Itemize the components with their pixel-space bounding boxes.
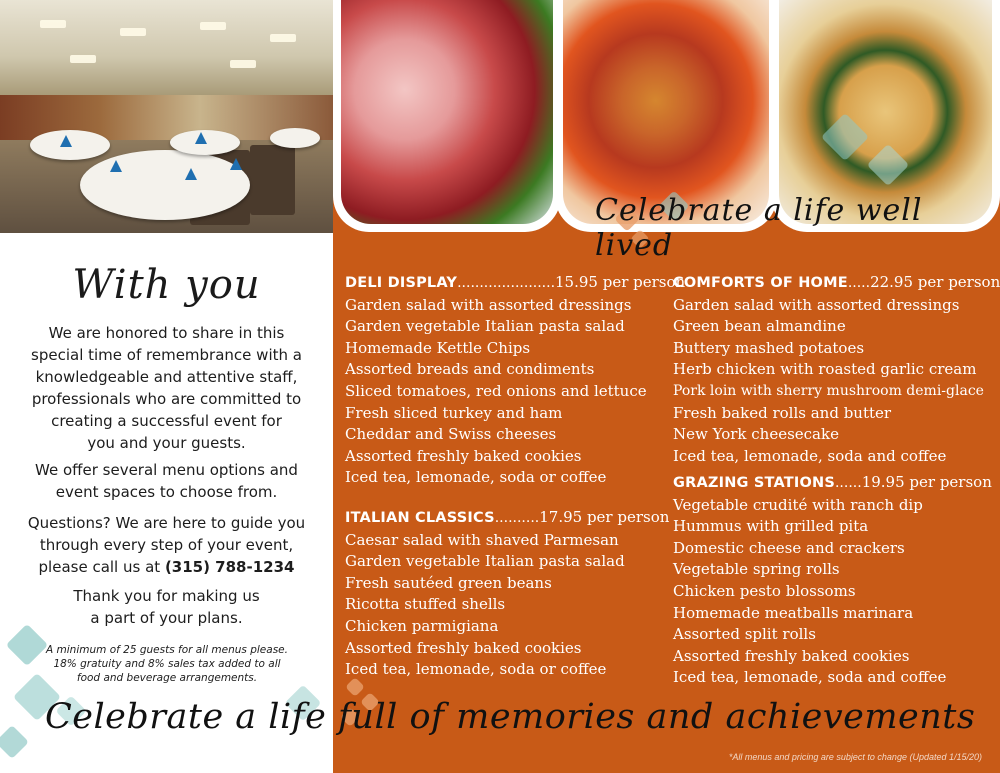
deli-platter-photo <box>341 0 553 224</box>
list-item: Garden salad with assorted dressings <box>345 295 632 314</box>
tagline-top: Celebrate a life well lived <box>595 193 923 263</box>
deli-photo-frame <box>333 0 561 232</box>
menu-grazing-stations <box>673 472 992 689</box>
spinach-pastry-photo <box>779 0 992 224</box>
list-item: Herb chicken with roasted garlic cream <box>673 360 977 379</box>
list-item: Assorted breads and condiments <box>345 360 595 379</box>
list-item: Vegetable spring rolls <box>673 560 840 579</box>
list-item: Garden vegetable Italian pasta salad <box>345 552 625 571</box>
chicken-parmigiana-photo <box>563 0 769 224</box>
tagline-bottom: Celebrate a life full of memories and achievements <box>45 697 976 737</box>
list-item: Chicken parmigiana <box>345 616 499 635</box>
list-item: Homemade meatballs marinara <box>673 603 914 622</box>
list-item: Iced tea, lemonade, soda and coffee <box>673 446 947 465</box>
list-item: Garden salad with assorted dressings <box>673 295 960 314</box>
menu-comforts-of-home <box>673 272 1000 467</box>
list-item: Ricotta stuffed shells <box>345 595 506 614</box>
list-item: Hummus with grilled pita <box>673 517 869 536</box>
list-item: Chicken pesto blossoms <box>673 581 856 600</box>
list-item: Assorted freshly baked cookies <box>345 638 582 657</box>
list-item: Vegetable crudité with ranch dip <box>673 495 923 514</box>
list-item: Homemade Kettle Chips <box>345 338 531 357</box>
list-item: Assorted freshly baked cookies <box>345 446 582 465</box>
list-item: Domestic cheese and crackers <box>673 538 905 557</box>
list-item: Assorted split rolls <box>673 625 816 644</box>
left-panel <box>0 0 333 773</box>
menu-header: COMFORTS OF HOME.....22.95 per person <box>673 273 1000 291</box>
menu-header: ITALIAN CLASSICS..........17.95 per person <box>345 508 670 526</box>
list-item: Iced tea, lemonade, soda or coffee <box>345 468 607 487</box>
list-item: Assorted freshly baked cookies <box>673 646 910 665</box>
questions-paragraph: Questions? We are here to guide you through every step of your event, please call us at (315) 788-1234 <box>27 514 306 576</box>
list-item: Iced tea, lemonade, soda or coffee <box>345 660 607 679</box>
options-paragraph: We offer several menu options and event spaces to choose from. <box>35 461 298 501</box>
with-you-heading: With you <box>72 262 261 308</box>
list-item: Fresh sliced turkey and ham <box>345 403 563 422</box>
thanks-paragraph: Thank you for making us a part of your plans. <box>73 587 260 627</box>
menu-header: GRAZING STATIONS......19.95 per person <box>673 473 992 491</box>
banquet-hall-photo <box>0 0 333 233</box>
list-item: Buttery mashed potatoes <box>673 338 865 357</box>
list-item: Caesar salad with shaved Parmesan <box>345 530 619 549</box>
list-item: Green bean almandine <box>673 317 846 336</box>
list-item: Garden vegetable Italian pasta salad <box>345 317 625 336</box>
pricing-footnote: *All menus and pricing are subject to change (Updated 1/15/20) <box>728 752 982 762</box>
list-item: Fresh baked rolls and butter <box>673 403 892 422</box>
list-item: Iced tea, lemonade, soda and coffee <box>673 668 947 687</box>
list-item: Cheddar and Swiss cheeses <box>345 425 557 444</box>
list-item: Sliced tomatoes, red onions and lettuce <box>345 381 647 400</box>
menu-italian-classics <box>345 507 669 681</box>
list-item: Fresh sautéed green beans <box>345 573 552 592</box>
minimum-guests-note: A minimum of 25 guests for all menus please. 18% gratuity and 8% sales tax added to all food and beverage arrangements. <box>46 644 288 684</box>
list-item: New York cheesecake <box>673 425 839 444</box>
phone-number[interactable]: (315) 788-1234 <box>164 558 295 576</box>
menu-header: DELI DISPLAY......................15.95 per person <box>345 273 686 291</box>
menu-deli-display <box>345 272 685 489</box>
list-item: Pork loin with sherry mushroom demi-glace <box>673 382 984 399</box>
intro-paragraph: We are honored to share in this special time of remembrance with a knowledgeable and attentive staff, professionals who are committed to creating a successful event for you and your guests. <box>31 324 302 452</box>
